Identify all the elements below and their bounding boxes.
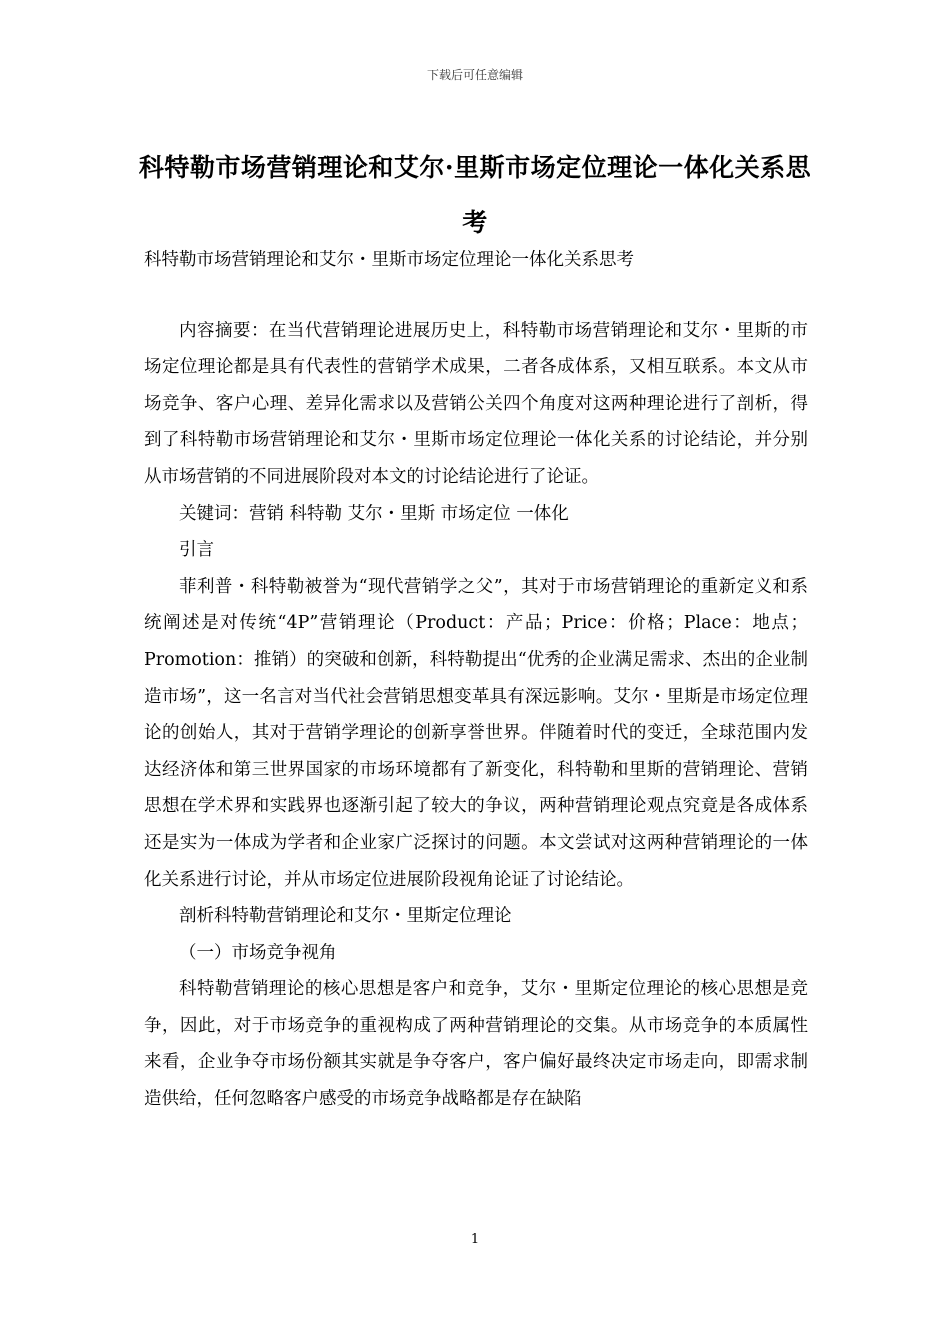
page-number: 1 bbox=[470, 1232, 480, 1247]
document-title: 科特勒市场营销理论和艾尔·里斯市场定位理论一体化关系思考 bbox=[138, 153, 812, 237]
subsection-heading-market-competition: （一）市场竞争视角 bbox=[179, 942, 337, 963]
keywords-line: 关键词：营销 科特勒 艾尔・里斯 市场定位 一体化 bbox=[179, 503, 569, 524]
introduction-paragraph: 菲利普・科特勒被誉为“现代营销学之父”，其对于市场营销理论的重新定义和系统阐述是对传统“4P”营销理论（Product：产品；Price：价格；Place：地点；Promotion：推销）的突破和创新，科特勒提出“优秀的企业满足需求、杰出的企业制造市场”，这一名言对当代社会营销思想变革具有深远影响。艾尔・里斯是市场定位理论的创始人，其对于营销学理论的创新享誉世界。伴随着时代的变迁，全球范围内发达经济体和第三世界国家的市场环境都有了新变化，科特勒和里斯的营销理论、营销思想在学术界和实践界也逐渐引起了较大的争议，两种营销理论观点究竟是各成体系还是实为一体成为学者和企业家广泛探讨的问题。本文尝试对这两种营销理论的一体化关系进行讨论，并从市场定位进展阶段视角论证了讨论结论。 bbox=[144, 576, 808, 890]
market-competition-paragraph: 科特勒营销理论的核心思想是客户和竞争，艾尔・里斯定位理论的核心思想是竞争，因此，对于市场竞争的重视构成了两种营销理论的交集。从市场竞争的本质属性来看，企业争夺市场份额其实就是争夺客户，客户偏好最终决定市场走向，即需求制造供给，任何忽略客户感受的市场竞争战略都是存在缺陷 bbox=[144, 979, 808, 1110]
document-subtitle: 科特勒市场营销理论和艾尔・里斯市场定位理论一体化关系思考 bbox=[144, 250, 634, 270]
section-heading-introduction: 引言 bbox=[179, 540, 214, 561]
section-heading-analysis: 剖析科特勒营销理论和艾尔・里斯定位理论 bbox=[179, 906, 512, 927]
document-body bbox=[144, 242, 808, 1118]
abstract-paragraph: 内容摘要：在当代营销理论进展历史上，科特勒市场营销理论和艾尔・里斯的市场定位理论都是具有代表性的营销学术成果，二者各成体系，又相互联系。本文从市场竞争、客户心理、差异化需求以及营销公关四个角度对这两种理论进行了剖析，得到了科特勒市场营销理论和艾尔・里斯市场定位理论一体化关系的讨论结论，并分别从市场营销的不同进展阶段对本文的讨论结论进行了论证。 bbox=[144, 320, 808, 487]
page-header-note: 下载后可任意编辑 bbox=[426, 68, 523, 82]
